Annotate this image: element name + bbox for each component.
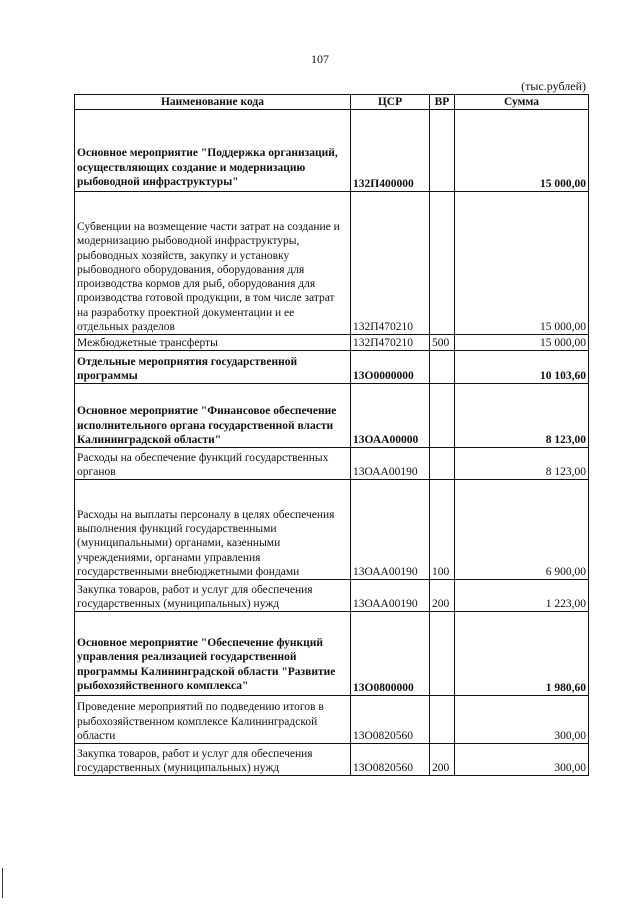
row-name: Закупка товаров, работ и услуг для обеспечения государственных (муниципальных) нужд: [75, 580, 351, 612]
row-vr: 200: [430, 580, 455, 612]
row-vr: [430, 612, 455, 696]
header-vr: ВР: [430, 95, 455, 110]
row-vr: [430, 384, 455, 448]
row-csr: 13О0800000: [351, 612, 430, 696]
row-name: Расходы на выплаты персоналу в целях обеспечения выполнения функций государственными (муниципальными) органами, казенными учреждениями, органами управления государственными внебюджетными фондами: [75, 480, 351, 580]
header-sum: Сумма: [455, 95, 589, 110]
header-csr: ЦСР: [351, 95, 430, 110]
table-row: [75, 110, 589, 192]
row-vr: [430, 192, 455, 335]
row-sum: 6 900,00: [455, 480, 589, 580]
row-sum: 15 000,00: [455, 192, 589, 335]
scan-edge-mark: [2, 868, 3, 898]
row-vr: 200: [430, 744, 455, 776]
table-row: [75, 612, 589, 696]
row-sum: 8 123,00: [455, 448, 589, 480]
budget-table: [74, 94, 589, 776]
row-sum: 1 223,00: [455, 580, 589, 612]
table-row: [75, 351, 589, 384]
row-csr: 13О0820560: [351, 744, 430, 776]
table-row: [75, 696, 589, 744]
row-vr: [430, 448, 455, 480]
row-vr: 100: [430, 480, 455, 580]
row-name: Основное мероприятие "Поддержка организаций, осуществляющих создание и модернизацию рыбоводной инфраструктуры": [75, 110, 351, 192]
row-sum: 15 000,00: [455, 335, 589, 351]
row-csr: 13ОАА00190: [351, 448, 430, 480]
table-row: [75, 192, 589, 335]
row-csr: 132П400000: [351, 110, 430, 192]
header-name: Наименование кода: [75, 95, 351, 110]
row-vr: [430, 696, 455, 744]
row-csr: 132П470210: [351, 192, 430, 335]
row-name: Основное мероприятие "Финансовое обеспечение исполнительного органа государственной власти Калининградской области": [75, 384, 351, 448]
table-row: [75, 480, 589, 580]
row-sum: 1 980,60: [455, 612, 589, 696]
row-vr: [430, 351, 455, 384]
table-row: [75, 448, 589, 480]
row-name: Расходы на обеспечение функций государственных органов: [75, 448, 351, 480]
row-name: Межбюджетные трансферты: [75, 335, 351, 351]
row-vr: [430, 110, 455, 192]
row-csr: 13О0820560: [351, 696, 430, 744]
row-name: Основное мероприятие "Обеспечение функций управления реализацией государственной программы Калининградской области "Развитие рыбохозяйственного комплекса": [75, 612, 351, 696]
row-csr: 13О0000000: [351, 351, 430, 384]
table-row: [75, 580, 589, 612]
row-vr: 500: [430, 335, 455, 351]
row-sum: 300,00: [455, 696, 589, 744]
row-csr: 13ОАА00190: [351, 480, 430, 580]
row-name: Закупка товаров, работ и услуг для обеспечения государственных (муниципальных) нужд: [75, 744, 351, 776]
row-sum: 300,00: [455, 744, 589, 776]
row-sum: 15 000,00: [455, 110, 589, 192]
row-sum: 10 103,60: [455, 351, 589, 384]
table-header-row: [75, 95, 589, 110]
row-csr: 13ОАА00000: [351, 384, 430, 448]
row-name: Отдельные мероприятия государственной программы: [75, 351, 351, 384]
table-row: [75, 744, 589, 776]
row-name: Проведение мероприятий по подведению итогов в рыбохозяйственном комплексе Калининградской области: [75, 696, 351, 744]
row-csr: 13ОАА00190: [351, 580, 430, 612]
row-name: Субвенции на возмещение части затрат на создание и модернизацию рыбоводной инфраструктуры, рыбоводных хозяйств, закупку и установку рыбоводного оборудования, оборудования для производства кормов для рыб, оборудования для производства готовой продукции, в том числе затрат на разработку проектной документации и ее отдельных разделов: [75, 192, 351, 335]
table-row: [75, 335, 589, 351]
page-number: 107: [311, 52, 329, 66]
units-label: (тыс.рублей): [521, 79, 586, 93]
row-csr: 132П470210: [351, 335, 430, 351]
table-row: [75, 384, 589, 448]
row-sum: 8 123,00: [455, 384, 589, 448]
